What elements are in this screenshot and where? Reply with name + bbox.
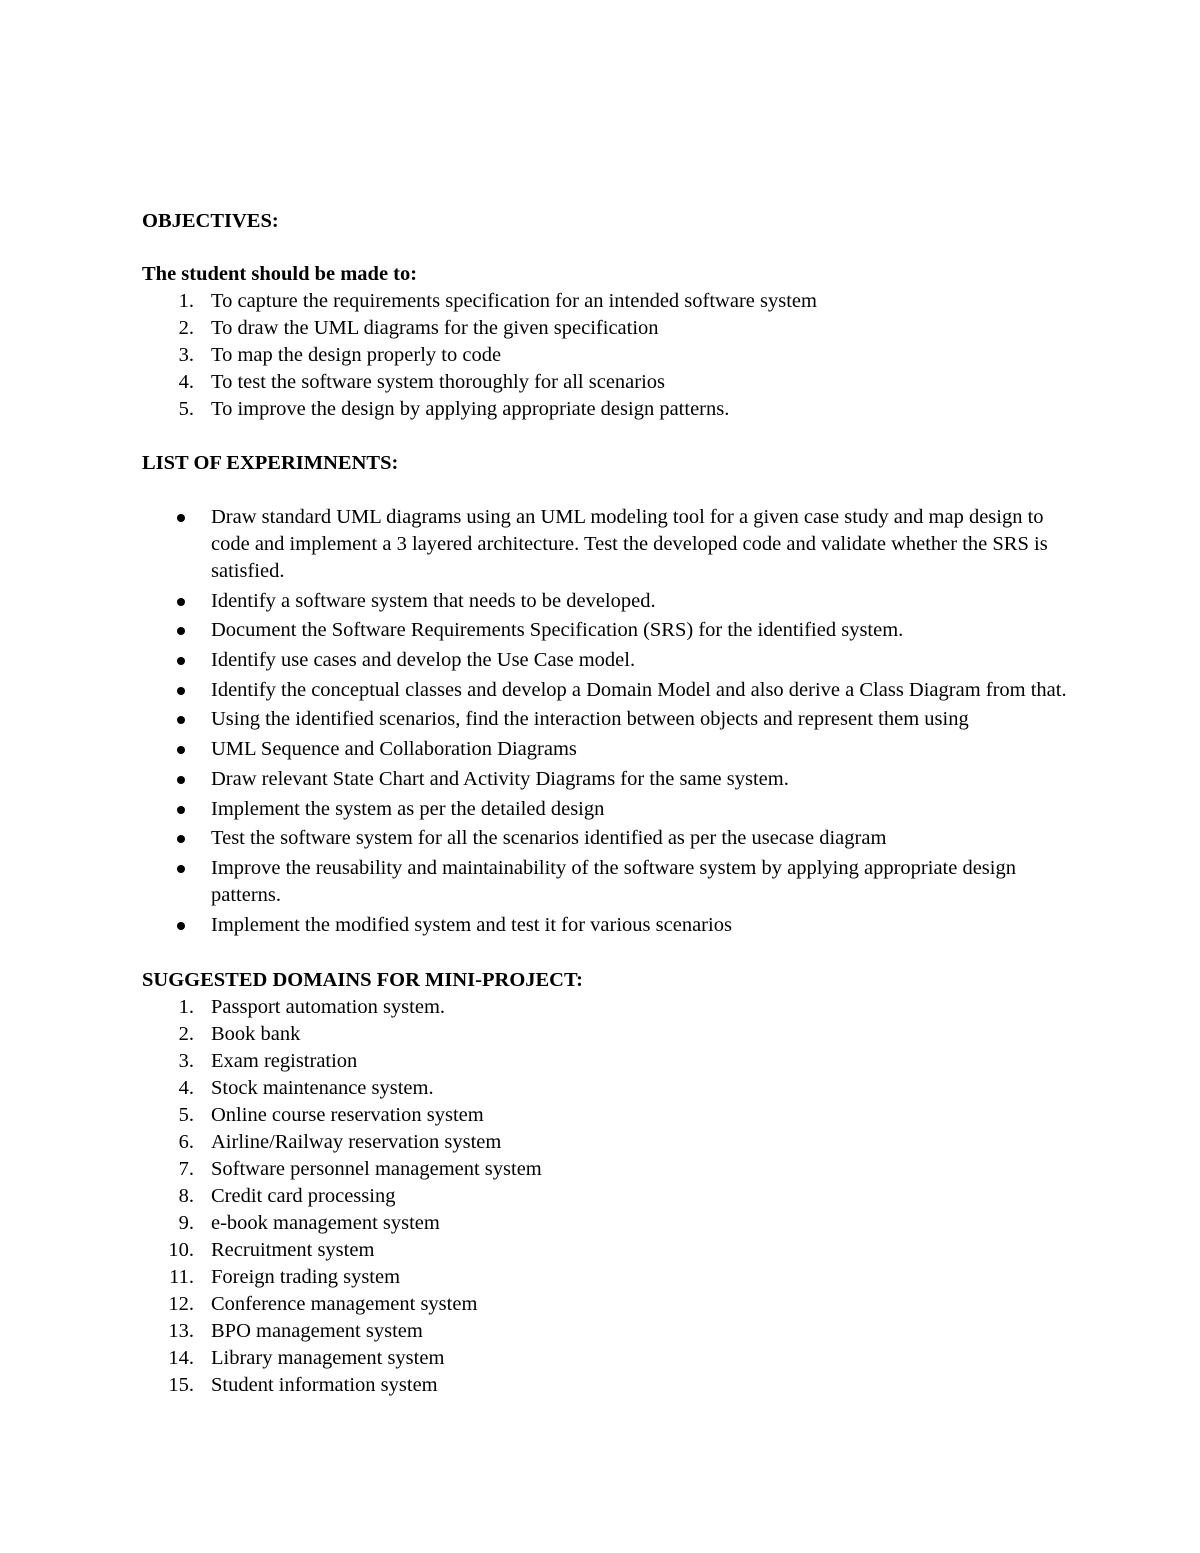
list-item-text: Improve the reusability and maintainability of the software system by applying appropriate design patterns. — [211, 856, 1016, 906]
experiment-item — [142, 766, 1082, 793]
domain-item — [142, 1102, 1082, 1129]
domain-item — [142, 1345, 1082, 1372]
list-item-text: Identify the conceptual classes and develop a Domain Model and also derive a Class Diagram from that. — [211, 678, 1067, 701]
list-number: 14. — [168, 1347, 194, 1370]
list-item-text: Exam registration — [211, 1050, 358, 1073]
experiment-item — [142, 706, 1082, 733]
list-item-text: Software personnel management system — [211, 1158, 542, 1181]
list-item-text: To capture the requirements specification for an intended software system — [211, 290, 817, 312]
list-number: 13. — [168, 1320, 194, 1343]
bullet-icon — [177, 598, 185, 606]
list-item-text: Stock maintenance system. — [211, 1077, 434, 1100]
domain-item — [142, 1183, 1082, 1210]
bullet-icon — [177, 627, 185, 635]
bullet-icon — [177, 687, 185, 695]
list-item-text: Conference management system — [211, 1293, 478, 1316]
experiment-item — [142, 617, 1082, 644]
list-item-text: Book bank — [211, 1023, 301, 1046]
domain-item — [142, 1048, 1082, 1075]
bullet-icon — [177, 835, 185, 843]
experiment-item — [142, 855, 1082, 909]
list-number: 9. — [178, 1212, 194, 1235]
domain-item — [142, 994, 1082, 1021]
list-item-text: Test the software system for all the scenarios identified as per the usecase diagram — [211, 827, 887, 850]
list-number: 15. — [168, 1374, 194, 1397]
list-number: 1. — [178, 996, 194, 1019]
experiments-heading: LIST OF EXPERIMNENTS: — [142, 452, 399, 474]
list-item-text: Document the Software Requirements Specification (SRS) for the identified system. — [211, 619, 904, 642]
experiment-item — [142, 504, 1082, 585]
objective-item — [142, 288, 1082, 315]
experiments-list — [142, 504, 1082, 939]
experiment-item — [142, 736, 1082, 763]
bullet-icon — [177, 514, 185, 522]
document-page — [142, 208, 1082, 1399]
list-item-text: Draw relevant State Chart and Activity Diagrams for the same system. — [211, 767, 789, 790]
domain-item — [142, 1156, 1082, 1183]
list-item-text: Identify use cases and develop the Use Case model. — [211, 649, 636, 672]
list-item-text: e-book management system — [211, 1212, 440, 1235]
domains-list — [142, 994, 1082, 1399]
list-number: 1. — [178, 290, 194, 312]
domain-item — [142, 1075, 1082, 1102]
list-item-text: UML Sequence and Collaboration Diagrams — [211, 738, 577, 761]
objective-item — [142, 315, 1082, 342]
list-item-text: Online course reservation system — [211, 1104, 484, 1127]
list-number: 12. — [168, 1293, 194, 1316]
bullet-icon — [177, 746, 185, 754]
list-number: 4. — [178, 1077, 194, 1100]
experiment-item — [142, 647, 1082, 674]
list-item-text: Draw standard UML diagrams using an UML modeling tool for a given case study and map design to code and implement a 3 layered architecture. Test the developed code and validate whether the SRS is satisfied. — [211, 506, 1048, 582]
domain-item — [142, 1237, 1082, 1264]
objective-item — [142, 342, 1082, 369]
list-number: 2. — [178, 317, 194, 339]
bullet-icon — [177, 657, 185, 665]
list-item-text: Implement the modified system and test it for various scenarios — [211, 913, 732, 936]
objectives-subheading: The student should be made to: — [142, 263, 418, 285]
domain-item — [142, 1210, 1082, 1237]
bullet-icon — [177, 776, 185, 784]
experiment-item — [142, 825, 1082, 852]
list-item-text: Foreign trading system — [211, 1266, 401, 1289]
list-number: 5. — [178, 398, 194, 420]
experiment-item — [142, 588, 1082, 615]
list-item-text: To map the design properly to code — [211, 344, 502, 366]
list-item-text: Identify a software system that needs to be developed. — [211, 589, 656, 612]
domain-item — [142, 1372, 1082, 1399]
list-number: 10. — [168, 1239, 194, 1262]
domain-item — [142, 1318, 1082, 1345]
domain-item — [142, 1129, 1082, 1156]
domain-item — [142, 1021, 1082, 1048]
domain-item — [142, 1291, 1082, 1318]
bullet-icon — [177, 806, 185, 814]
experiment-item — [142, 912, 1082, 939]
list-item-text: To improve the design by applying appropriate design patterns. — [211, 398, 730, 420]
objectives-list — [142, 288, 1082, 423]
experiment-item — [142, 677, 1082, 704]
list-item-text: Passport automation system. — [211, 996, 446, 1019]
list-number: 3. — [178, 344, 194, 366]
objective-item — [142, 396, 1082, 423]
list-number: 4. — [178, 371, 194, 393]
list-number: 7. — [178, 1158, 194, 1181]
list-number: 11. — [169, 1266, 194, 1289]
bullet-icon — [177, 716, 185, 724]
list-item-text: Credit card processing — [211, 1185, 396, 1208]
domain-item — [142, 1264, 1082, 1291]
domains-heading: SUGGESTED DOMAINS FOR MINI-PROJECT: — [142, 969, 583, 992]
bullet-icon — [177, 865, 185, 873]
list-number: 3. — [178, 1050, 194, 1073]
list-item-text: To test the software system thoroughly for all scenarios — [211, 371, 666, 393]
experiment-item — [142, 796, 1082, 823]
objectives-heading: OBJECTIVES: — [142, 210, 279, 232]
list-item-text: Student information system — [211, 1374, 438, 1397]
list-item-text: Implement the system as per the detailed design — [211, 797, 605, 820]
list-item-text: BPO management system — [211, 1320, 423, 1343]
list-item-text: Library management system — [211, 1347, 445, 1370]
list-item-text: To draw the UML diagrams for the given specification — [211, 317, 659, 339]
list-item-text: Using the identified scenarios, find the interaction between objects and represent them using — [211, 708, 969, 731]
list-item-text: Recruitment system — [211, 1239, 375, 1262]
objective-item — [142, 369, 1082, 396]
list-item-text: Airline/Railway reservation system — [211, 1131, 502, 1154]
list-number: 5. — [178, 1104, 194, 1127]
list-number: 6. — [178, 1131, 194, 1154]
bullet-icon — [177, 922, 185, 930]
list-number: 2. — [178, 1023, 194, 1046]
list-number: 8. — [178, 1185, 194, 1208]
